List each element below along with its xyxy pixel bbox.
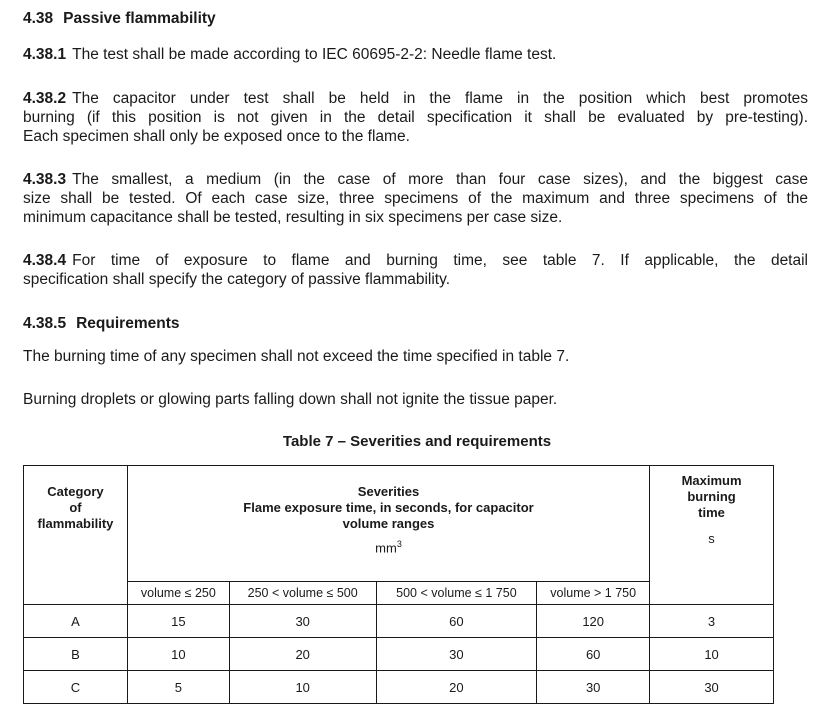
header-text: Maximum (681, 473, 742, 488)
value-cell: 20 (376, 671, 537, 704)
max-cell: 10 (650, 638, 774, 671)
requirements-number: 4.38.5 (23, 315, 67, 332)
clause-4-38-3 (23, 170, 808, 227)
requirements-title: Requirements (76, 315, 180, 332)
value-cell: 10 (127, 638, 229, 671)
clause-text: The smallest, a medium (in the case of more than four case sizes), and the biggest case (72, 171, 808, 188)
clause-number: 4.38.2 (23, 90, 67, 107)
clause-line: minimum capacitance shall be tested, resulting in six specimens per case size. (23, 209, 563, 226)
value-cell: 60 (376, 605, 537, 638)
unit-superscript: 3 (396, 539, 402, 549)
category-cell: C (24, 671, 128, 704)
clause-text: The test shall be made according to IEC 60695-2-2: Needle flame test. (72, 46, 557, 63)
header-text: volume ranges (342, 516, 435, 531)
volume-range-cell: 250 < volume ≤ 500 (229, 582, 376, 605)
header-text: Category (47, 484, 104, 499)
value-cell: 30 (229, 605, 376, 638)
header-severities (127, 466, 649, 582)
volume-range-cell: volume ≤ 250 (127, 582, 229, 605)
header-max-burning-time (650, 466, 774, 605)
value-cell: 5 (127, 671, 229, 704)
header-text: Flame exposure time, in seconds, for capacitor (243, 500, 534, 515)
section-number: 4.38 (23, 10, 54, 27)
table-row (24, 638, 774, 671)
clause-number: 4.38.3 (23, 171, 67, 188)
category-cell: B (24, 638, 128, 671)
value-cell: 10 (229, 671, 376, 704)
header-text: burning (687, 489, 736, 504)
table-caption: Table 7 – Severities and requirements (282, 433, 552, 450)
header-unit: s (708, 531, 715, 546)
clause-line: burning (if this position is not given in the detail specification it shall be evaluated by pre-testing). (23, 109, 808, 126)
table-row (24, 605, 774, 638)
clause-line: size shall be tested. Of each case size, three specimens of the maximum and three specimens of the (23, 190, 808, 207)
max-cell: 3 (650, 605, 774, 638)
clause-number: 4.38.1 (23, 46, 67, 63)
volume-range-cell: 500 < volume ≤ 1 750 (376, 582, 537, 605)
header-text: flammability (37, 516, 114, 531)
clause-text: The capacitor under test shall be held in the flame in the position which best promotes (72, 90, 808, 107)
clause-text: For time of exposure to flame and burning time, see table 7. If applicable, the detail (72, 252, 808, 269)
clause-4-38-2 (23, 89, 808, 146)
header-text: of (69, 500, 82, 515)
section-heading (23, 9, 808, 28)
clause-line: Each specimen shall only be exposed once to the flame. (23, 128, 410, 145)
value-cell: 20 (229, 638, 376, 671)
clause-4-38-1 (23, 45, 808, 64)
section-title: Passive flammability (63, 10, 216, 27)
header-text: Severities (357, 484, 420, 499)
header-text: time (698, 505, 725, 520)
value-cell: 30 (537, 671, 650, 704)
max-cell: 30 (650, 671, 774, 704)
volume-range-cell: volume > 1 750 (537, 582, 650, 605)
value-cell: 60 (537, 638, 650, 671)
clause-line (23, 89, 808, 108)
unit-text: mm (375, 540, 397, 556)
requirements-heading (23, 314, 808, 333)
severities-table (23, 465, 774, 704)
clause-line (23, 251, 808, 270)
header-unit (132, 536, 645, 556)
clause-line (23, 170, 808, 189)
value-cell: 15 (127, 605, 229, 638)
clause-line: specification shall specify the category of passive flammability. (23, 271, 451, 288)
clause-number: 4.38.4 (23, 252, 67, 269)
value-cell: 30 (376, 638, 537, 671)
requirements-paragraph-1: The burning time of any specimen shall not exceed the time specified in table 7. (23, 348, 570, 365)
header-category (24, 466, 128, 605)
table-row (24, 671, 774, 704)
category-cell: A (24, 605, 128, 638)
value-cell: 120 (537, 605, 650, 638)
requirements-paragraph-2: Burning droplets or glowing parts falling down shall not ignite the tissue paper. (23, 391, 558, 408)
clause-4-38-4 (23, 251, 808, 289)
